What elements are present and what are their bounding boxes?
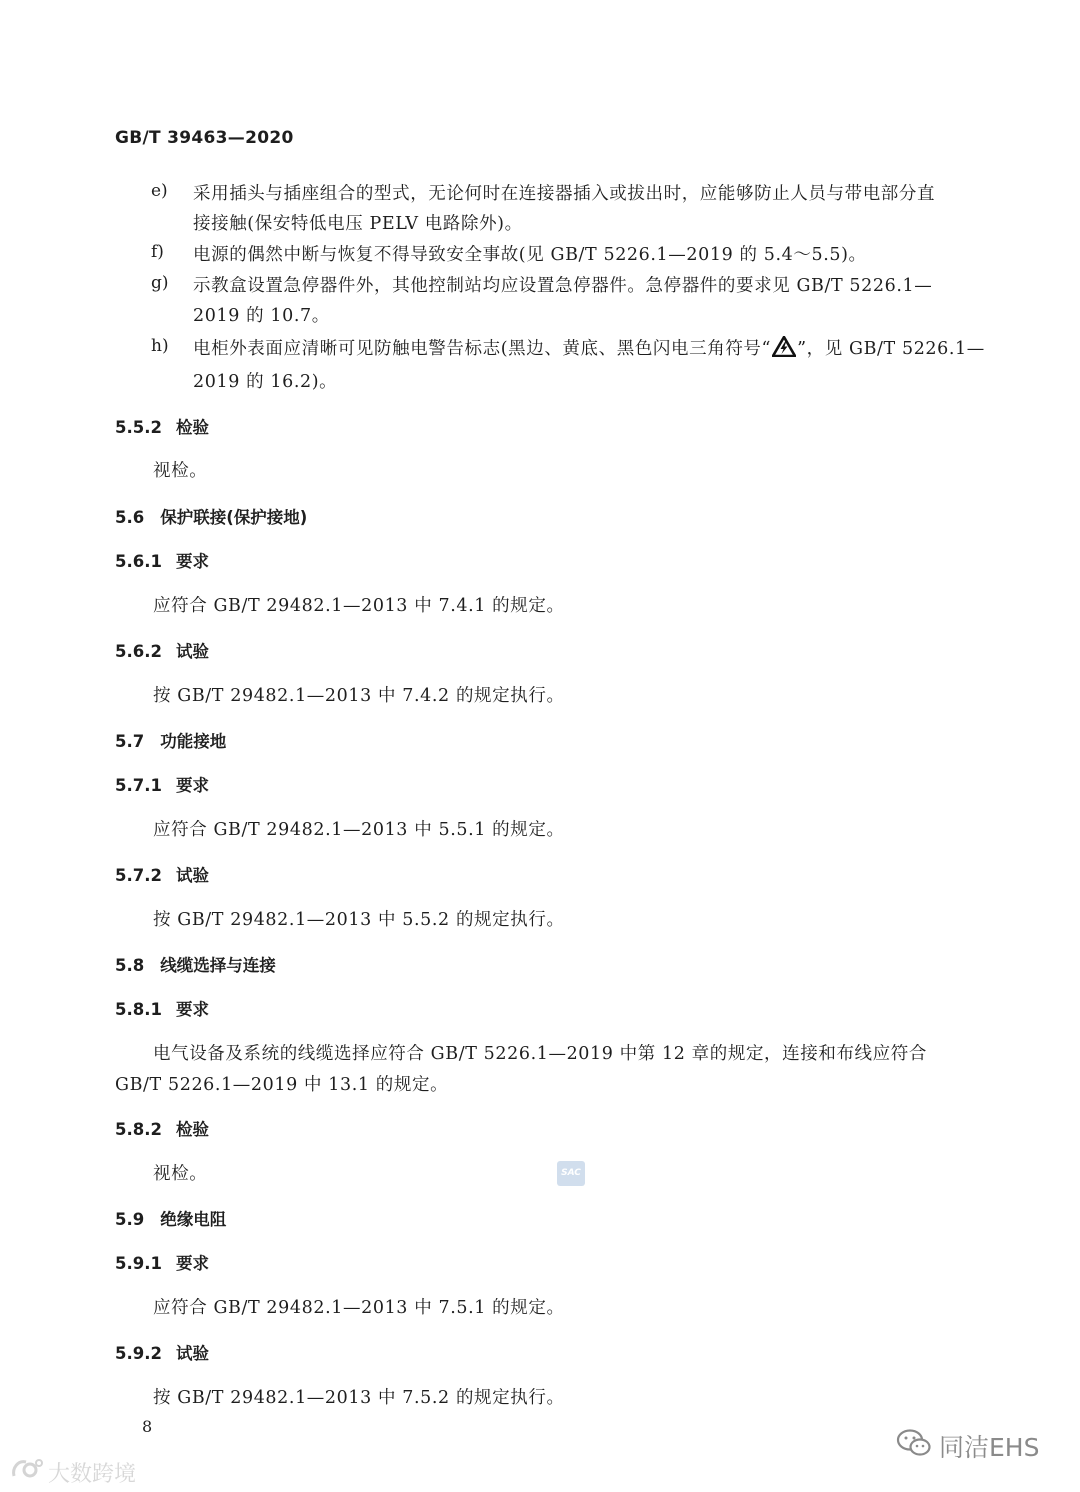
bottom-left-watermark [10,1456,136,1488]
section-5-5-2-heading [115,414,209,438]
sac-watermark-logo: SAC [557,1161,585,1186]
section-number: 5.8 [115,956,145,975]
section-5-8-heading [115,952,276,976]
section-5-9-heading [115,1206,226,1230]
section-5-6-2-heading [115,638,209,662]
section-number: 5.6.1 [115,552,162,571]
section-5-6-2-text: 按 GB/T 29482.1—2013 中 7.4.2 的规定执行。 [153,686,565,706]
section-title: 检验 [175,418,209,437]
section-title: 试验 [175,642,209,661]
item-f-text: 电源的偶然中断与恢复不得导致安全事故(见 GB/T 5226.1—2019 的 5.4～5.5)。 [193,245,867,265]
bottom-right-watermark [895,1428,1039,1464]
section-title: 检验 [175,1120,209,1139]
section-title: 要求 [175,1254,209,1273]
brand-name: 大数跨境 [48,1461,137,1487]
section-number: 5.9.2 [115,1344,162,1363]
section-number: 5.8.1 [115,1000,162,1019]
section-number: 5.5.2 [115,418,162,437]
section-5-8-2-text: 视检。 [153,1164,208,1184]
item-e-label: e) [151,181,168,201]
section-title: 绝缘电阻 [160,1210,227,1229]
item-h-label: h) [151,336,169,356]
section-title: 试验 [175,1344,209,1363]
section-number: 5.8.2 [115,1120,162,1139]
electric-warning-triangle-icon [772,336,796,362]
section-title: 要求 [175,552,209,571]
section-number: 5.6.2 [115,642,162,661]
standard-code-header: GB/T 39463—2020 [115,128,294,148]
section-5-7-1-heading [115,772,209,796]
section-number: 5.7.2 [115,866,162,885]
section-5-9-1-heading [115,1250,209,1274]
item-h-text-pre: 电柜外表面应清晰可见防触电警告标志(黑边、黄底、黑色闪电三角符号“ [193,339,772,359]
section-5-7-heading [115,728,226,752]
section-5-6-1-text: 应符合 GB/T 29482.1—2013 中 7.4.1 的规定。 [153,596,565,616]
section-5-8-2-heading [115,1116,209,1140]
section-title: 试验 [175,866,209,885]
item-g-label: g) [151,273,169,293]
section-number: 5.9 [115,1210,145,1229]
section-5-6-1-heading [115,548,209,572]
section-number: 5.9.1 [115,1254,162,1273]
section-5-9-2-text: 按 GB/T 29482.1—2013 中 7.5.2 的规定执行。 [153,1388,565,1408]
page-number: 8 [142,1417,153,1436]
section-title: 保护联接(保护接地) [160,508,308,527]
section-5-8-1-text-line1: 电气设备及系统的线缆选择应符合 GB/T 5226.1—2019 中第 12 章的规定，连接和布线应符合 [153,1044,927,1064]
section-title: 功能接地 [160,732,227,751]
section-5-8-1-heading [115,996,209,1020]
item-h-text-line1 [193,335,985,362]
section-title: 线缆选择与连接 [160,956,276,975]
section-5-6-heading [115,504,307,528]
section-5-7-1-text: 应符合 GB/T 29482.1—2013 中 5.5.1 的规定。 [153,820,565,840]
section-5-8-1-text-line2: GB/T 5226.1—2019 中 13.1 的规定。 [115,1075,449,1095]
item-e-text-line2: 接接触(保安特低电压 PELV 电路除外)。 [193,214,523,234]
section-number: 5.7 [115,732,145,751]
item-g-text-line1: 示教盒设置急停器件外，其他控制站均应设置急停器件。急停器件的要求见 GB/T 5226.1— [193,276,933,296]
section-number: 5.6 [115,508,145,527]
item-f-label: f) [151,242,164,262]
section-title: 要求 [175,1000,209,1019]
wechat-icon [895,1428,933,1464]
item-g-text-line2: 2019 的 10.7。 [193,306,330,326]
section-title: 要求 [175,776,209,795]
item-h-text-post: ”，见 GB/T 5226.1— [797,339,985,359]
brand-logo-icon [10,1456,44,1488]
section-5-9-2-heading [115,1340,209,1364]
section-5-9-1-text: 应符合 GB/T 29482.1—2013 中 7.5.1 的规定。 [153,1298,565,1318]
section-5-5-2-text: 视检。 [153,461,208,481]
section-5-7-2-text: 按 GB/T 29482.1—2013 中 5.5.2 的规定执行。 [153,910,565,930]
account-name: 同洁EHS [939,1433,1040,1462]
item-e-text-line1: 采用插头与插座组合的型式，无论何时在连接器插入或拔出时，应能够防止人员与带电部分直 [193,184,936,204]
section-5-7-2-heading [115,862,209,886]
section-number: 5.7.1 [115,776,162,795]
item-h-text-line2: 2019 的 16.2)。 [193,372,338,392]
